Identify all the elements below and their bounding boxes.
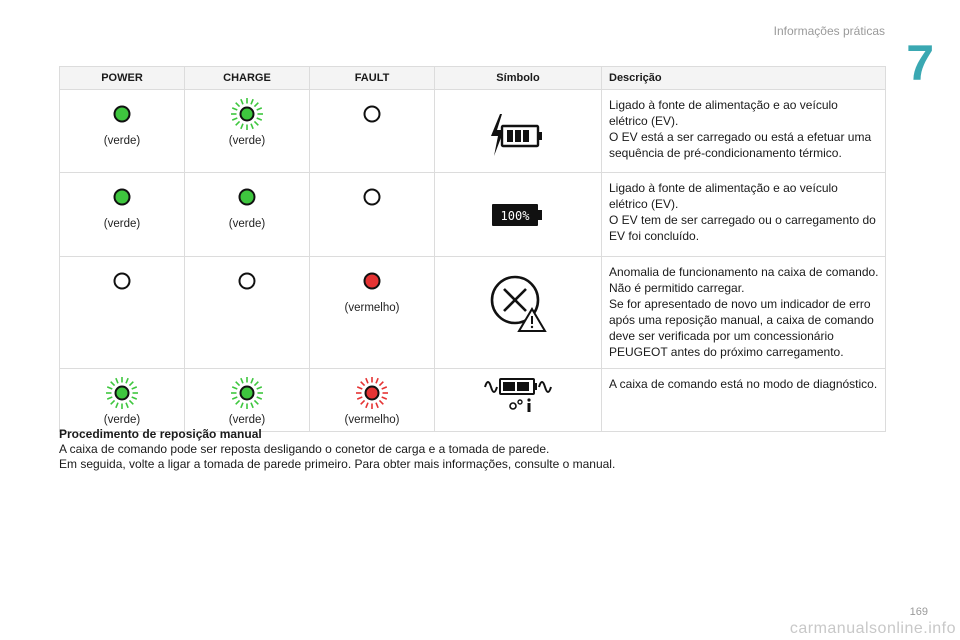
led-ray <box>382 387 387 389</box>
led-ray <box>251 403 253 408</box>
symbol-cell <box>435 173 602 257</box>
led-ray <box>126 403 128 408</box>
led-label: (verde) <box>103 414 141 426</box>
led-dot <box>241 108 254 121</box>
led-ray <box>257 118 262 120</box>
led-ray <box>361 400 365 404</box>
led-ray <box>241 99 243 104</box>
chapter-number: 7 <box>906 35 934 91</box>
diagnostic-mode-icon <box>483 375 553 415</box>
description-text: Ligado à fonte de alimentação e ao veículo elétrico (EV). <box>609 181 838 211</box>
description-text: A caixa de comando está no modo de diagnóstico. <box>609 377 878 391</box>
led-ray <box>361 382 365 386</box>
led-dot <box>365 107 380 122</box>
charge-cell <box>185 173 310 257</box>
led-ray <box>254 103 258 107</box>
led-ray <box>236 400 240 404</box>
description-text: O EV tem de ser carregado ou o carregamento do EV foi concluído. <box>609 213 876 243</box>
led-ray <box>116 378 118 383</box>
fault-cell <box>310 257 435 369</box>
led-indicator <box>310 263 434 299</box>
battery-percent-text: 100% <box>500 209 530 223</box>
led-dot <box>115 107 130 122</box>
led-indicator <box>185 375 309 411</box>
led-ray <box>257 397 262 399</box>
led-icon <box>354 96 390 132</box>
description-cell <box>602 90 886 173</box>
led-ray <box>257 387 262 389</box>
led-ray <box>376 403 378 408</box>
table-row <box>60 257 886 369</box>
led-ray <box>129 400 133 404</box>
table-header-row <box>60 67 886 90</box>
charge-cell <box>185 257 310 369</box>
description-cell <box>602 369 886 432</box>
led-indicator <box>60 179 184 215</box>
led-ray <box>257 108 262 110</box>
battery-charging-icon <box>488 110 548 160</box>
led-ray <box>107 397 112 399</box>
led-label: (verde) <box>228 218 266 230</box>
led-ray <box>379 382 383 386</box>
blinking-led-icon <box>354 375 390 411</box>
fault-warning-icon <box>488 273 548 333</box>
description-text: Anomalia de funcionamento na caixa de comando. <box>609 265 879 279</box>
led-label: (verde) <box>228 135 266 147</box>
led-label: (vermelho) <box>344 302 400 314</box>
manual-reset-procedure <box>59 427 899 472</box>
led-ray <box>251 124 253 129</box>
led-indicator <box>60 263 184 299</box>
led-icon <box>104 179 140 215</box>
led-ray <box>132 387 137 389</box>
led-icon <box>229 263 265 299</box>
table-row <box>60 173 886 257</box>
led-ray <box>132 397 137 399</box>
led-ray <box>116 403 118 408</box>
led-ray <box>254 382 258 386</box>
fault-cell <box>310 369 435 432</box>
led-indicator <box>185 263 309 299</box>
led-ray <box>129 382 133 386</box>
power-cell <box>60 90 185 173</box>
description-text: O EV está a ser carregado ou está a efetuar uma sequência de pré-condicionamento térmico. <box>609 130 872 160</box>
battery-full-icon <box>488 200 548 230</box>
procedure-text: A caixa de comando pode ser reposta desligando o conetor de carga e a tomada de parede. <box>59 442 550 456</box>
led-dot <box>365 190 380 205</box>
led-indicator <box>310 96 434 132</box>
led-dot <box>241 387 254 400</box>
led-ray <box>379 400 383 404</box>
led-ray <box>111 382 115 386</box>
led-ray <box>241 124 243 129</box>
header-symbol: Símbolo <box>435 67 602 90</box>
fault-cell <box>310 90 435 173</box>
led-indicator <box>60 96 184 132</box>
fault-cell <box>310 173 435 257</box>
status-table <box>59 66 886 432</box>
led-ray <box>241 378 243 383</box>
description-text: Ligado à fonte de alimentação e ao veículo elétrico (EV). <box>609 98 838 128</box>
led-label: (verde) <box>103 218 141 230</box>
charge-cell <box>185 369 310 432</box>
symbol-cell <box>435 369 602 432</box>
header-fault: FAULT <box>310 67 435 90</box>
charge-cell <box>185 90 310 173</box>
symbol-cell <box>435 257 602 369</box>
led-ray <box>236 121 240 125</box>
led-ray <box>251 99 253 104</box>
description-text: Se for apresentado de novo um indicador de erro após uma reposição manual, a caixa de comando deve ser verificada por um concessionário PEUGEOT antes do próximo carregamento. <box>609 297 874 359</box>
led-ray <box>251 378 253 383</box>
led-ray <box>357 387 362 389</box>
led-ray <box>232 108 237 110</box>
table-row <box>60 90 886 173</box>
blinking-led-icon <box>229 96 265 132</box>
header-charge: CHARGE <box>185 67 310 90</box>
led-indicator <box>310 375 434 411</box>
page-number: 169 <box>909 606 928 618</box>
blinking-led-icon <box>104 375 140 411</box>
led-indicator <box>185 179 309 215</box>
symbol-cell <box>435 90 602 173</box>
led-ray <box>236 382 240 386</box>
led-indicator <box>310 179 434 215</box>
power-cell <box>60 369 185 432</box>
led-icon <box>354 263 390 299</box>
procedure-text: Em seguida, volte a ligar a tomada de parede primeiro. Para obter mais informações, consulte o manual. <box>59 457 616 471</box>
led-indicator <box>60 375 184 411</box>
led-dot <box>365 274 380 289</box>
description-cell <box>602 173 886 257</box>
section-title: Informações práticas <box>773 24 885 38</box>
led-icon <box>104 263 140 299</box>
led-label: (verde) <box>228 414 266 426</box>
led-ray <box>366 403 368 408</box>
header-power: POWER <box>60 67 185 90</box>
blinking-led-icon <box>229 375 265 411</box>
led-ray <box>126 378 128 383</box>
power-cell <box>60 173 185 257</box>
led-ray <box>232 118 237 120</box>
led-ray <box>111 400 115 404</box>
watermark: carmanualsonline.info <box>789 620 956 637</box>
led-ray <box>232 387 237 389</box>
led-dot <box>116 387 129 400</box>
led-dot <box>240 190 255 205</box>
led-label: (verde) <box>103 135 141 147</box>
led-ray <box>254 121 258 125</box>
led-label: (vermelho) <box>344 414 400 426</box>
led-ray <box>254 400 258 404</box>
led-icon <box>229 179 265 215</box>
description-cell <box>602 257 886 369</box>
led-ray <box>232 397 237 399</box>
led-icon <box>354 179 390 215</box>
power-cell <box>60 257 185 369</box>
led-ray <box>107 387 112 389</box>
led-dot <box>115 190 130 205</box>
led-ray <box>366 378 368 383</box>
led-ray <box>382 397 387 399</box>
description-text: Não é permitido carregar. <box>609 281 745 295</box>
table-row <box>60 369 886 432</box>
header-description: Descrição <box>602 67 886 90</box>
procedure-title: Procedimento de reposição manual <box>59 427 262 441</box>
led-dot <box>240 274 255 289</box>
led-indicator <box>185 96 309 132</box>
led-dot <box>115 274 130 289</box>
led-ray <box>376 378 378 383</box>
led-icon <box>104 96 140 132</box>
led-dot <box>366 387 379 400</box>
led-ray <box>357 397 362 399</box>
led-ray <box>236 103 240 107</box>
led-ray <box>241 403 243 408</box>
